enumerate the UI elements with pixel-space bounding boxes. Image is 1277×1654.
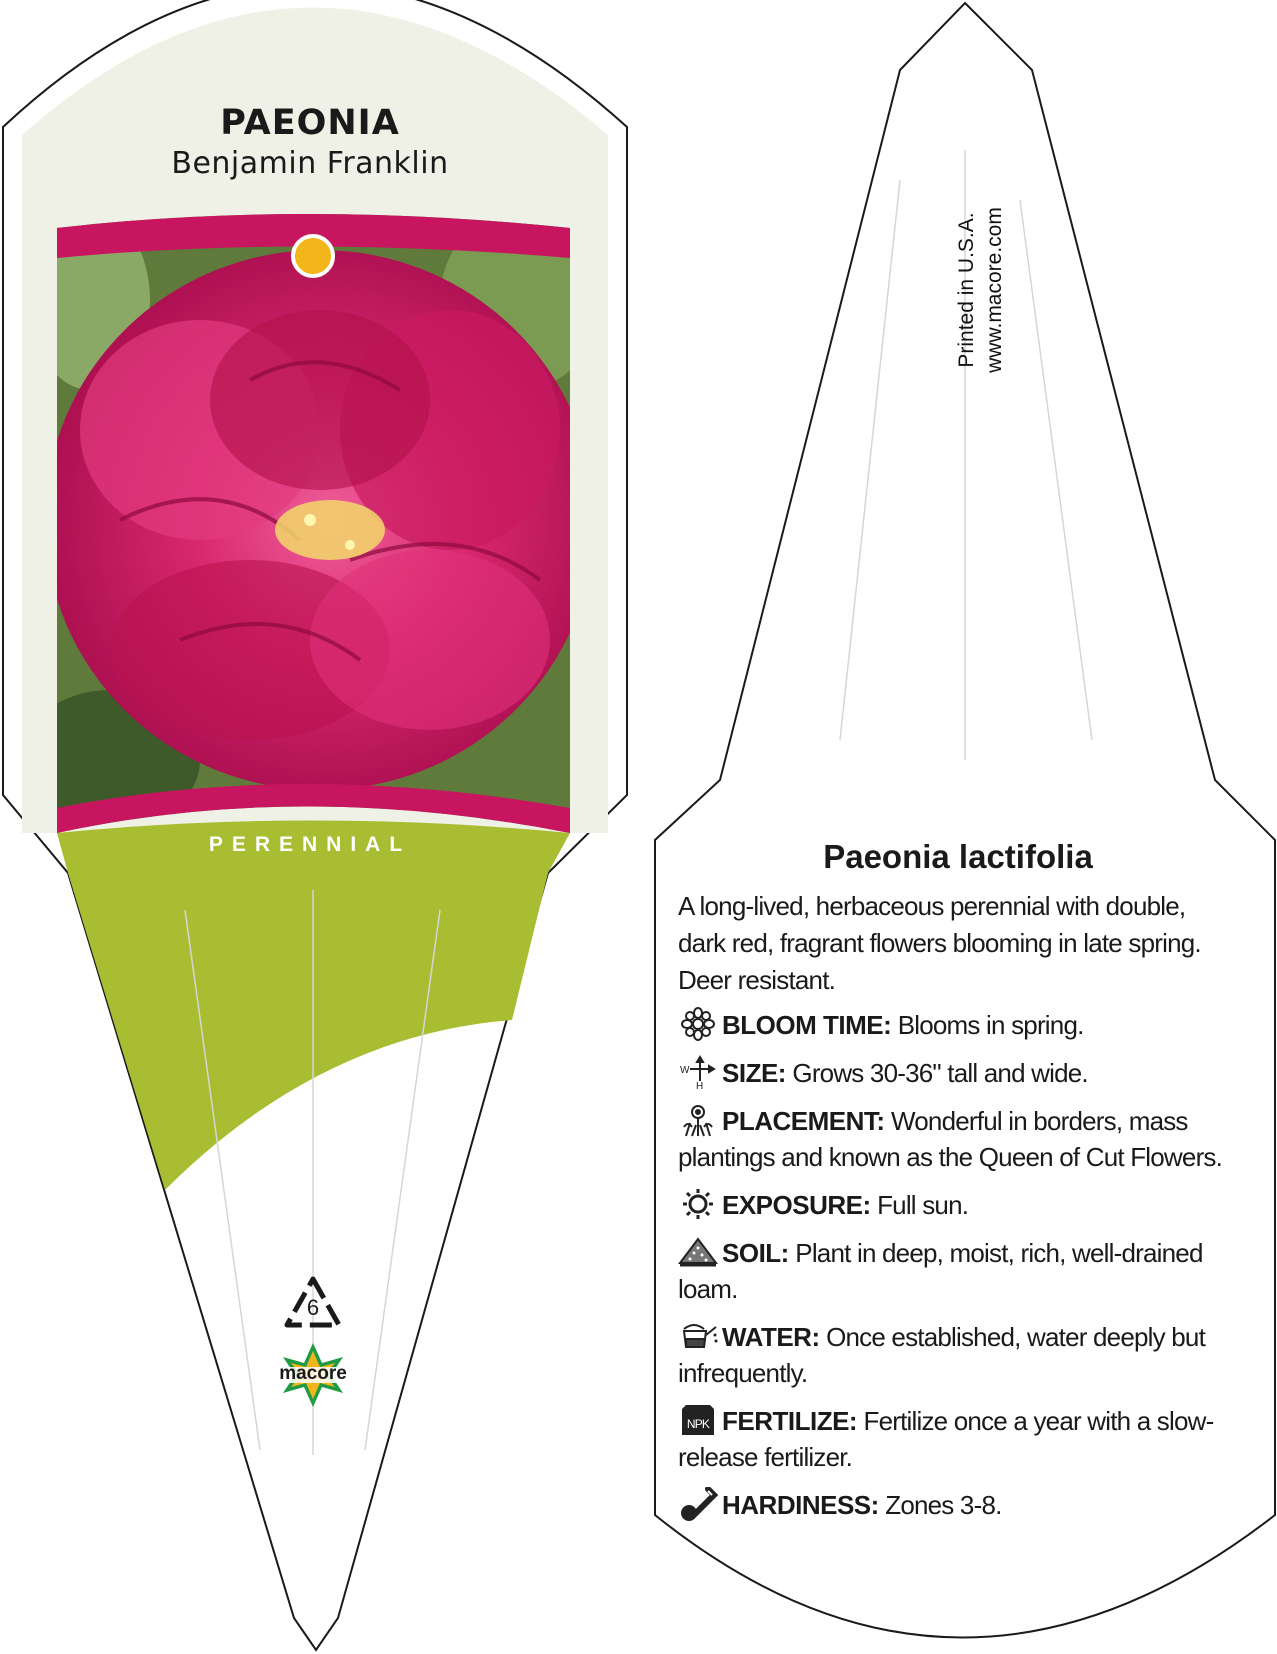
plants-icon bbox=[678, 1103, 718, 1137]
care-item-water bbox=[678, 1319, 1238, 1391]
care-item-hardiness bbox=[678, 1487, 1238, 1523]
sun-icon bbox=[678, 1187, 718, 1221]
soil-icon bbox=[678, 1235, 718, 1269]
brand-logo-text: macore bbox=[279, 1363, 347, 1384]
size-arrows-icon bbox=[678, 1055, 718, 1089]
care-label: BLOOM TIME: bbox=[722, 1010, 892, 1040]
care-item-bloom-time bbox=[678, 1007, 1238, 1043]
care-text: Plant in deep, moist, rich, well-drained loam. bbox=[678, 1238, 1203, 1304]
care-item-exposure bbox=[678, 1187, 1238, 1223]
care-label: EXPOSURE: bbox=[722, 1190, 871, 1220]
thermometer-icon bbox=[678, 1487, 718, 1521]
care-label: WATER: bbox=[722, 1322, 820, 1352]
species-name: Paeonia lactifolia bbox=[823, 838, 1093, 875]
care-info bbox=[678, 838, 1238, 1535]
sun-dot-icon bbox=[293, 236, 333, 276]
care-item-soil bbox=[678, 1235, 1238, 1307]
plant-genus: PAEONIA bbox=[220, 103, 400, 143]
care-text: Zones 3-8. bbox=[885, 1490, 1002, 1520]
description: A long-lived, herbaceous perennial with double, dark red, fragrant flowers blooming in late spring. Deer resistant. bbox=[678, 891, 1201, 995]
care-text: Full sun. bbox=[877, 1190, 969, 1220]
care-item-placement bbox=[678, 1103, 1238, 1175]
care-text: Grows 30-36" tall and wide. bbox=[792, 1058, 1088, 1088]
care-label: SIZE: bbox=[722, 1058, 786, 1088]
svg-text:NPK: NPK bbox=[686, 1417, 710, 1431]
care-text: Blooms in spring. bbox=[897, 1010, 1084, 1040]
watering-can-icon bbox=[678, 1319, 718, 1353]
plant-category: PERENNIAL bbox=[208, 833, 412, 856]
svg-text:W: W bbox=[680, 1065, 689, 1076]
care-label: FERTILIZE: bbox=[722, 1406, 858, 1436]
care-label: HARDINESS: bbox=[722, 1490, 879, 1520]
imprint-website: www.macore.com bbox=[983, 207, 1006, 373]
care-label: SOIL: bbox=[722, 1238, 789, 1268]
npk-icon bbox=[678, 1403, 718, 1437]
care-label: PLACEMENT: bbox=[722, 1106, 885, 1136]
care-text: Wonderful in borders, mass plantings and known as the Queen of Cut Flowers. bbox=[678, 1106, 1223, 1172]
imprint-country: Printed in U.S.A. bbox=[955, 212, 978, 368]
care-text: Fertilize once a year with a slow-release fertilizer. bbox=[678, 1406, 1214, 1472]
svg-text:H: H bbox=[696, 1081, 703, 1089]
recycle-code: 6 bbox=[306, 1295, 320, 1320]
print-imprint bbox=[953, 190, 1013, 390]
flower-icon bbox=[678, 1007, 718, 1041]
care-item-fertilize bbox=[678, 1403, 1238, 1475]
plant-cultivar: Benjamin Franklin bbox=[171, 146, 449, 181]
care-text: Once established, water deeply but infrequently. bbox=[678, 1322, 1205, 1388]
care-item-size bbox=[678, 1055, 1238, 1091]
